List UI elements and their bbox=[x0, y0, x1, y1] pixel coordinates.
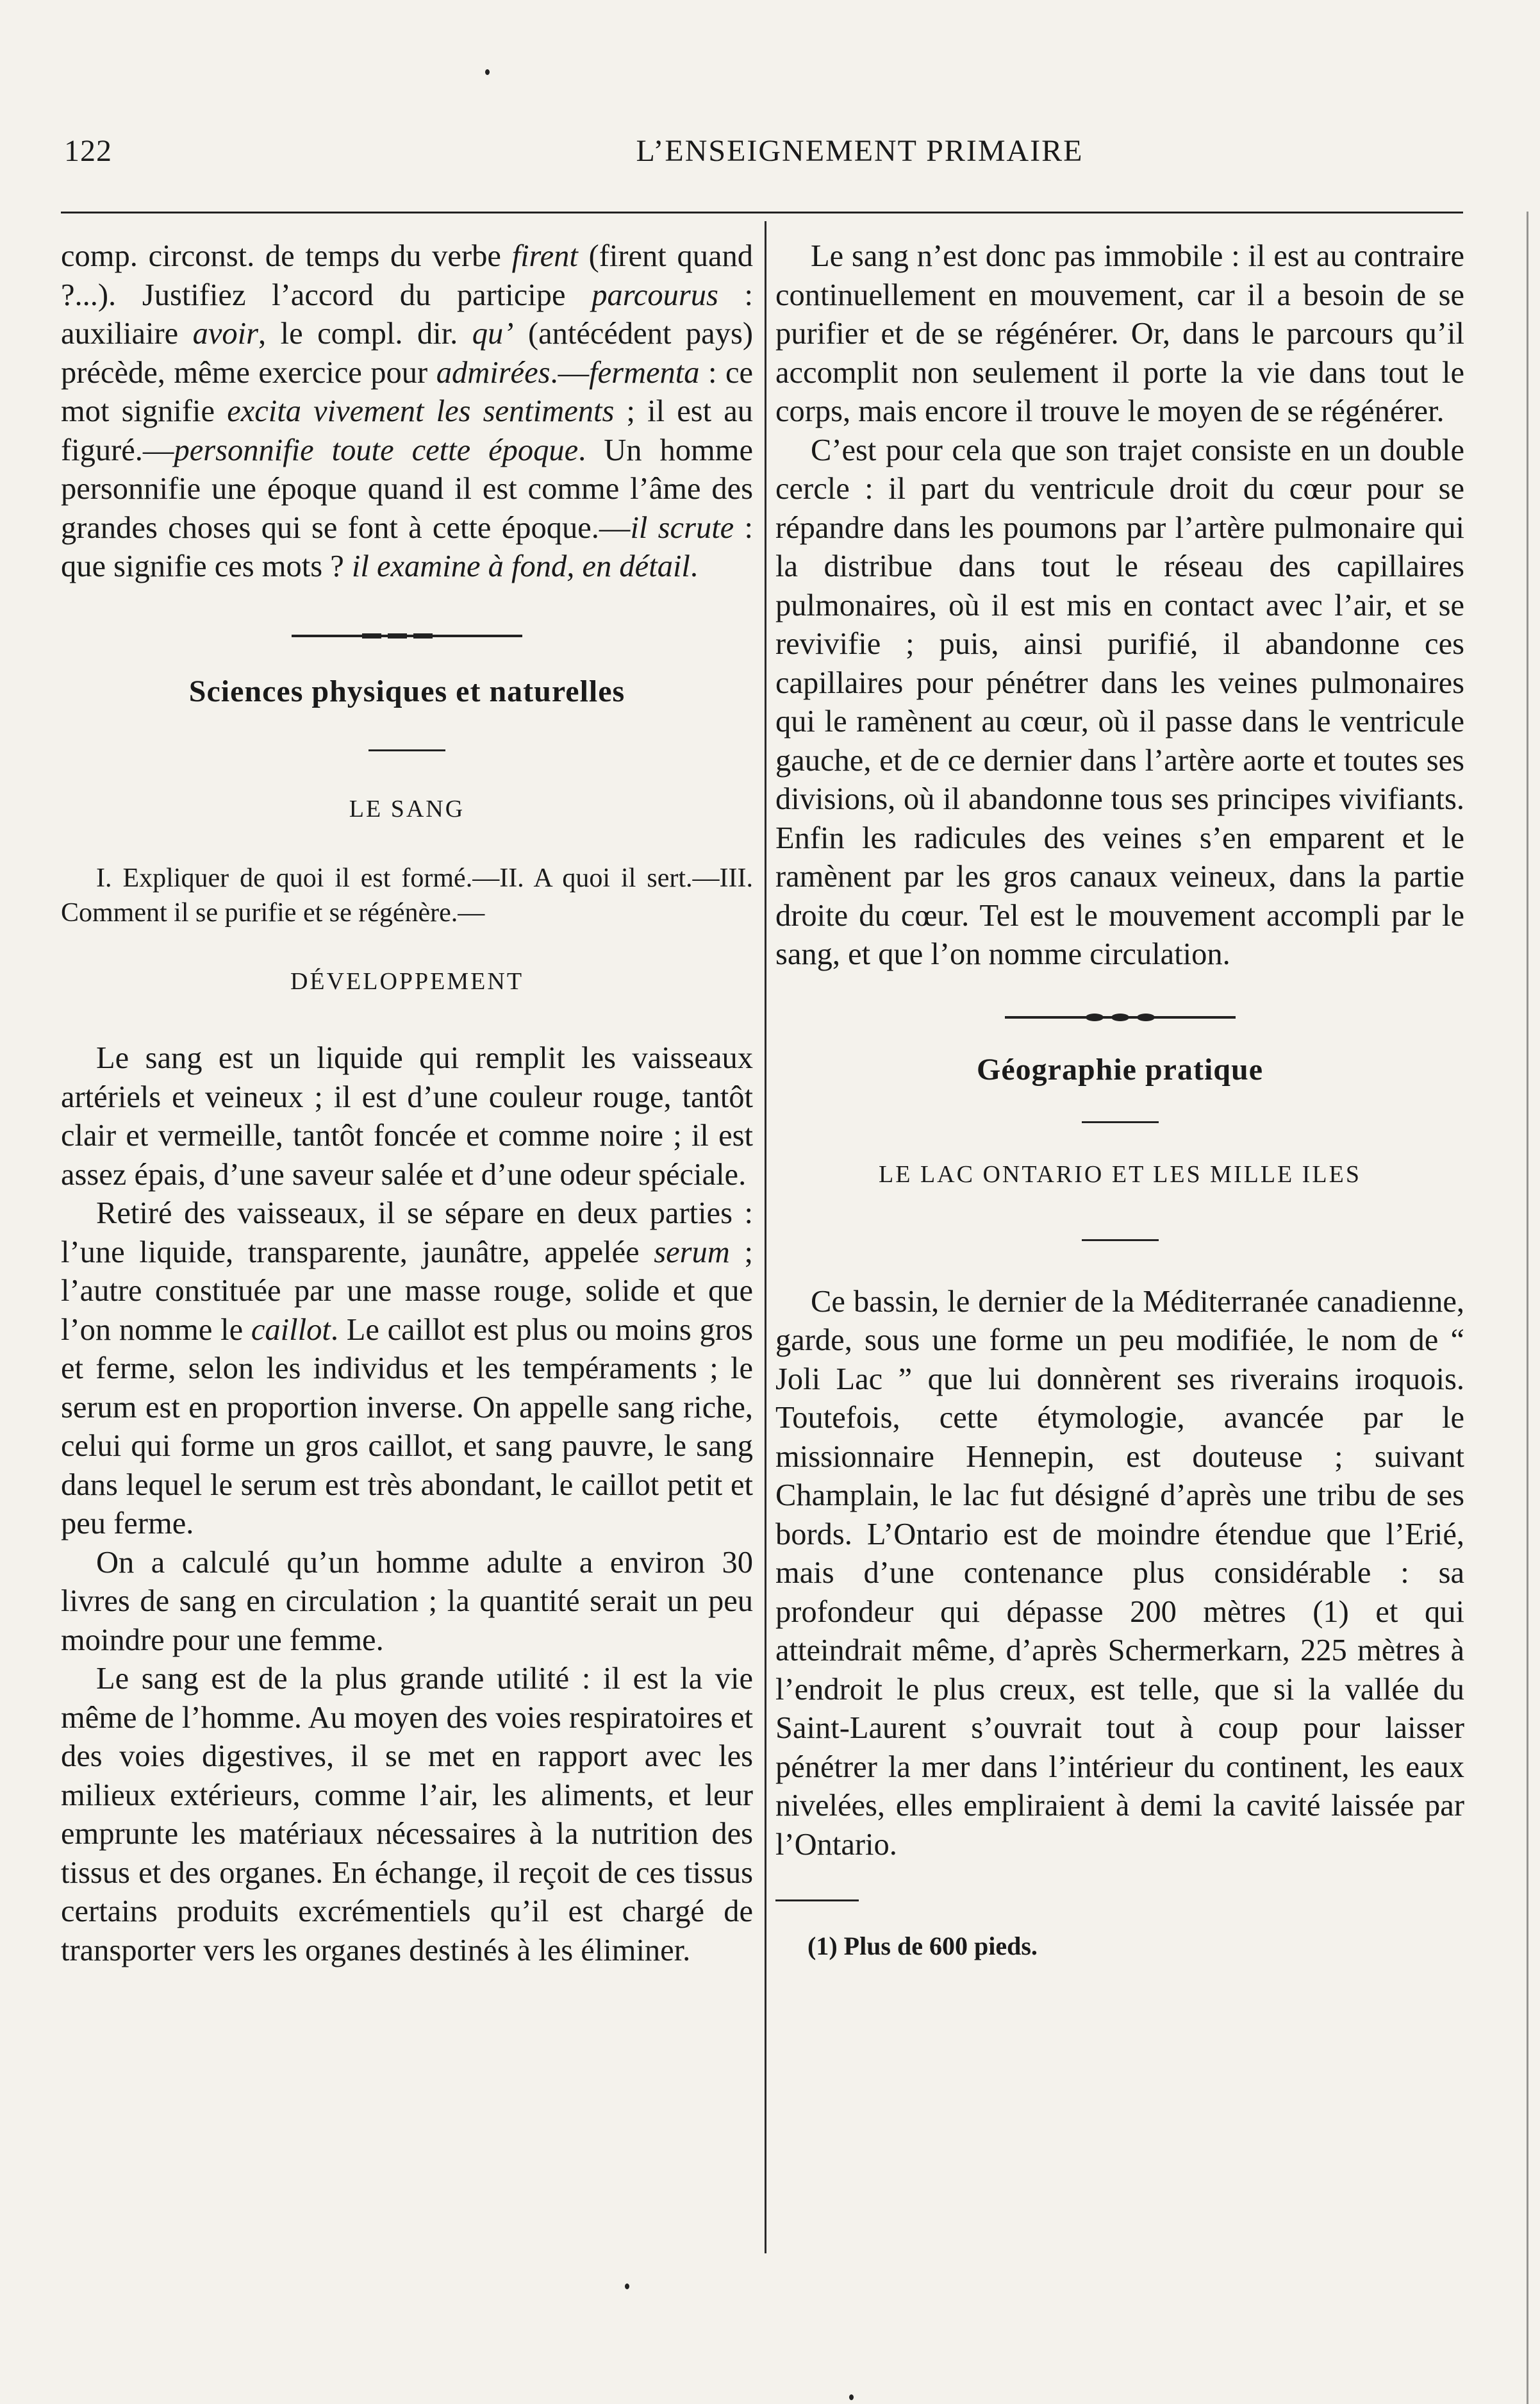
italic-text-run: admirées bbox=[436, 355, 551, 390]
text-run: ; il est au figuré.— bbox=[61, 394, 753, 467]
paragraph bbox=[61, 1194, 753, 1544]
italic-text-run: personnifie toute cette époque bbox=[174, 433, 579, 467]
italic-text-run: il scrute bbox=[630, 510, 734, 545]
text-run: (firent quand ?...). Justifiez l’accord du participe bbox=[61, 239, 753, 312]
paragraph: Le sang n’est donc pas immobile : il est au contraire continuellement en mouvement, car il a besoin de se purifier et de se régénérer. Or, dans le parcours qu’il accomplit non seulement il porte la vie dans tout le corps, mais encore il trouve le moyen de se régénérer. bbox=[775, 239, 1464, 428]
print-speck bbox=[625, 2283, 629, 2289]
print-speck bbox=[485, 69, 490, 75]
right-column bbox=[775, 237, 1464, 1966]
paragraph: Le sang est un liquide qui remplit les vaisseaux artériels et veineux ; il est d’une couleur rouge, tantôt clair et vermeille, tantôt foncée et comme noire ; il est assez épais, d’une saveur salée et d’une odeur spéciale. bbox=[61, 1041, 753, 1192]
section-title-geographie: Géographie pratique bbox=[977, 1052, 1263, 1087]
italic-text-run: avoir bbox=[192, 317, 259, 351]
italic-text-run: serum bbox=[654, 1235, 730, 1269]
italic-text-run: parcourus bbox=[592, 278, 718, 312]
running-head bbox=[64, 133, 1463, 178]
header-rule bbox=[61, 212, 1463, 213]
development-label: DÉVELOPPEMENT bbox=[290, 967, 524, 995]
lesson-title: LE LAC ONTARIO ET LES MILLE ILES bbox=[879, 1161, 1361, 1188]
text-run: .— bbox=[550, 355, 590, 390]
text-run: : auxiliaire bbox=[61, 278, 753, 351]
italic-text-run: firent bbox=[511, 239, 578, 273]
ornamental-rule bbox=[1005, 1013, 1236, 1022]
text-run: (antécédent pays) précède, même exercice pour bbox=[61, 317, 753, 390]
lesson-title: LE SANG bbox=[349, 796, 465, 822]
page-number: 122 bbox=[64, 134, 112, 168]
paragraph: Le sang est de la plus grande utilité : il est la vie même de l’homme. Au moyen des voies respiratoires et des voies digestives, il se met en rapport avec les milieux extérieurs, comme l’air, les aliments, et leur emprunte les matériaux nécessaires à la nutrition des tissus et des organes. En échange, il reçoit de ces tissus certains produits excrémentiels qu’il est chargé de transporter vers les organes destinés à les éliminer. bbox=[61, 1662, 753, 1967]
paragraph: Ce bassin, le dernier de la Méditerranée canadienne, garde, sous une forme un peu modifiée, le nom de “ Joli Lac ” que lui donnèrent ses riverains iroquois. Toutefois, cette étymologie, avancée par le missionnaire Hennepin, est douteuse ; suivant Champlain, le lac fut désigné d’après une tribu de ses bords. L’Ontario est de moindre étendue que l’Erié, mais d’une contenance plus considérable : sa profondeur qui dépasse 200 mètres (1) et qui atteindrait même, d’après Schermerkarn, 225 mètres à l’endroit le plus creux, est telle, que si la vallée du Saint-Laurent s’ouvrait tout à coup pour laisser pénétrer la mer dans l’intérieur du continent, les eaux nivelées, elles empliraient à demi la cavité laissée par l’Ontario. bbox=[775, 1284, 1464, 1862]
section-title-sciences: Sciences physiques et naturelles bbox=[188, 674, 625, 708]
paragraph: C’est pour cela que son trajet consiste en un double cercle : il part du ventricule droit du cœur pour se répandre dans les poumons par l’artère pulmonaire qui la distribue dans tout le réseau des capillaires pulmonaires, où il est mis en contact avec l’air, et se revivifie ; puis, ainsi purifié, il abandonne ces capillaires pour pénétrer dans les veines pulmonaires qui le ramènent au cœur, où il passe dans le ventricule gauche, et de ce dernier dans l’artère aorte et toutes ses divisions, où il abandonne tous ses principes vivifiants. Enfin les radicules des veines s’en emparent et le ramènent par les gros canaux veineux, dans la partie droite du cœur. Tel est le mouvement accompli par le sang, et que l’on nomme circulation. bbox=[775, 433, 1464, 971]
intro-paragraph bbox=[61, 237, 753, 587]
text-run: comp. circonst. de temps du verbe bbox=[61, 239, 512, 273]
running-title: L’ENSEIGNEMENT PRIMAIRE bbox=[636, 134, 1084, 168]
italic-text-run: caillot bbox=[251, 1312, 331, 1347]
text-run: : que signifie ces mots ? bbox=[61, 510, 753, 583]
column-divider bbox=[765, 221, 766, 2253]
italic-text-run: il examine à fond, en détail bbox=[351, 549, 690, 583]
footnote: (1) Plus de 600 pieds. bbox=[807, 1932, 1038, 1960]
page-edge-line bbox=[1527, 212, 1528, 2404]
print-speck bbox=[849, 2394, 854, 2400]
italic-text-run: excita vivement les sentiments bbox=[227, 394, 615, 428]
left-column bbox=[61, 237, 753, 1970]
text-run: ; l’autre constituée par une masse rouge, solide et que l’on nomme le bbox=[61, 1235, 753, 1347]
text-run: . Un homme personnifie une époque quand il est comme l’âme des grandes choses qui se font à cette époque.— bbox=[61, 433, 753, 545]
italic-text-run: fermenta bbox=[589, 355, 700, 390]
ornamental-rule bbox=[292, 631, 522, 640]
paragraph: On a calculé qu’un homme adulte a environ 30 livres de sang en circulation ; la quantité serait un peu moindre pour une femme. bbox=[61, 1545, 753, 1657]
text-run: Retiré des vaisseaux, il se sépare en deux parties : l’une liquide, transparente, jaunâtre, appelée bbox=[61, 1196, 753, 1269]
text-run: . bbox=[690, 549, 699, 583]
italic-text-run: qu’ bbox=[472, 317, 514, 351]
text-run: . Le caillot est plus ou moins gros et ferme, selon les individus et les tempéraments ; le serum est en proportion inverse. On appelle sang riche, celui qui forme un gros caillot, et sang pauvre, le sang dans lequel le serum est très abondant, le caillot petit et peu ferme. bbox=[61, 1312, 753, 1540]
text-run: : ce mot signifie bbox=[61, 355, 754, 428]
lesson-questions: I. Expliquer de quoi il est formé.—II. A quoi il sert.—III. Comment il se purifie et se régénère.— bbox=[61, 863, 753, 928]
text-run: , le compl. dir. bbox=[258, 317, 472, 351]
